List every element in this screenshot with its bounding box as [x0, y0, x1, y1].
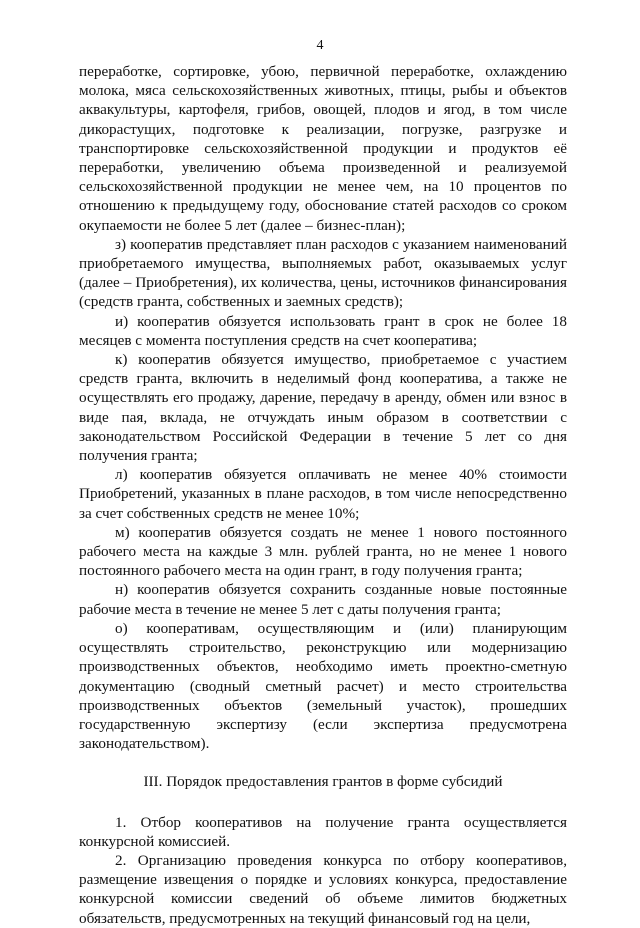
paragraph-2-organization: 2. Организацию проведения конкурса по отбору кооперативов, размещение извещения о порядке и условиях конкурса, предоставление конкурсной комиссии сведений об объеме лимитов бюджетных обязательств, предусмотренных на текущий финансовый год на цели,: [79, 851, 567, 927]
page-number: 4: [316, 38, 324, 53]
paragraph-z-expense-plan: з) кооператив представляет план расходов с указанием наименований приобретаемого имущества, выполняемых работ, оказываемых услуг (далее – Приобретения), их количества, цены, источников финансирования (средств гранта, собственных и заемных средств);: [79, 235, 567, 311]
paragraph-n-jobs-keep: н) кооператив обязуется сохранить созданные новые постоянные рабочие места в течение не менее 5 лет с даты получения гранта;: [79, 581, 567, 618]
section-heading: III. Порядок предоставления грантов в форме субсидий: [143, 773, 503, 791]
paragraph-l-payment: л) кооператив обязуется оплачивать не менее 40% стоимости Приобретений, указанных в плане расходов, в том числе непосредственно за счет собственных средств не менее 10%;: [79, 466, 567, 522]
paragraph-o-construction: о) кооперативам, осуществляющим и (или) планирующим осуществлять строительство, реконструкцию или модернизацию производственных объектов, необходимо иметь проектно-сметную документацию (сводный сметный расчет) и место строительства производственных объектов (земельный участок), прошедших государственную экспертизу (если экспертиза предусмотрена законодательством).: [79, 619, 567, 753]
paragraph-i-grant-usage: и) кооператив обязуется использовать грант в срок не более 18 месяцев с момента поступления средств на счет кооператива;: [79, 312, 567, 349]
document-body: [79, 62, 567, 928]
paragraph-m-jobs-create: м) кооператив обязуется создать не менее 1 нового постоянного рабочего места на каждые 3 млн. рублей гранта, но не менее 1 нового постоянного рабочего места на один грант, в году получения гранта;: [79, 523, 567, 580]
paragraph-k-property: к) кооператив обязуется имущество, приобретаемое с участием средств гранта, включить в неделимый фонд кооператива, а также не осуществлять его продажу, дарение, передачу в аренду, обмен или взнос в виде пая, вклада, не отчуждать иным образом в соответствии с законодательством Российской Федерации в течение 5 лет со дня получения гранта;: [79, 351, 567, 465]
paragraph-business-plan: переработке, сортировке, убою, первичной переработке, охлаждению молока, мяса сельскохозяйственных животных, птицы, рыбы и объектов аквакультуры, картофеля, грибов, овощей, плодов и ягод, в том числе дикорастущих, подготовке к реализации, погрузке, разгрузке и транспортировке сельскохозяйственной продукции и продуктов её переработки, увеличению объема произведенной и реализуемой сельскохозяйственной продукции не менее чем, на 10 процентов по отношению к предыдущему году, обоснование статей расходов со сроком окупаемости не более 5 лет (далее – бизнес-план);: [79, 63, 567, 234]
paragraph-1-selection: 1. Отбор кооперативов на получение гранта осуществляется конкурсной комиссией.: [79, 813, 567, 850]
